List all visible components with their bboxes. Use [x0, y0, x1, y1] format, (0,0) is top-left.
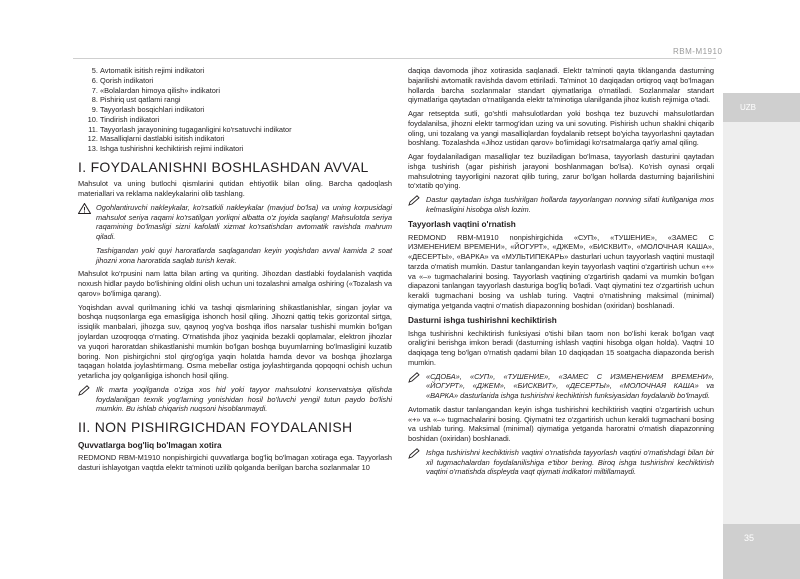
note-text: Tashigandan yoki quyi haroratlarda saqlagandan keyin yoqishdan avval kamida 2 soat jihozni xona haroratida saqlab turish kerak. [96, 245, 392, 265]
subheading-cooking-time: Tayyorlash vaqtini o'rnatish [408, 219, 516, 229]
note-text: «СДОБА», «СУП», «ТУШЕНИЕ», «ЗАМЕС С ИЗМЕНЕНИЕМ ВРЕМЕНИ», «ЙОГУРТ», «ДЖЕМ», «БИСКВИТ», «ДЕСЕРТЫ», «МОЛОЧНАЯ КАША» va «ВАРКА» dasturlarida ishga tushirishni kechiktirish funksiyasidan foydalanib bo'lmaydi. [426, 371, 714, 401]
list-item: 8. Pishiriq ust qatlami rangi [100, 95, 392, 105]
info-note [408, 448, 714, 477]
pencil-icon [78, 385, 91, 396]
pencil-icon [408, 195, 421, 206]
paragraph: Mahsulot va uning butlochi qismlarini qutidan ehtiyotlik bilan oling. Barcha qadoqlash materiallari va reklama nakleykalarini olib tashlang. [78, 179, 392, 199]
language-tab: UZB [723, 93, 800, 122]
pencil-icon [408, 372, 421, 383]
paragraph: REDMOND RBM-M1910 nonpishirgichida «СУП», «ТУШЕНИЕ», «ЗАМЕС С ИЗМЕНЕНИЕМ ВРЕМЕНИ», «ЙОГУРТ», «ДЖЕМ», «БИСКВИТ», «МОЛОЧНАЯ КАША», «ДЕСЕРТЫ», «ВАРКА» va «МУЛЬТИПЕКАРЬ» dasturlari uchun tayyorlash vaqtini mustaqil tarzda o'rnatish mumkin. Dastur tanlangandan keyin tayyorlash vaqtini o'zgartirish uchun «+» va «–» tugmachalarini bosing. Tayyorlash vaqtining o'zgartirish qadami va mumkin bo'lgan diapazoni tanlangan tayyorlash dasturiga bog'liq bo'ladi. Vaqt qiymatini tez o'zgartirish uchun kerakli tugmachani bosing va ushlab turing. Vaqtni o'rnatishning maksimal (minimal) qiymatiga yetganda vaqtni o'rnatish diapazonning boshidan (oxiridan) boshlanadi. [408, 232, 714, 310]
info-note [408, 372, 714, 401]
list-item: 10. Tindirish indikatori [100, 115, 392, 125]
info-note [408, 195, 714, 215]
list-item: 5. Avtomatik isitish rejimi indikatori [100, 66, 392, 76]
subheading-memory: Quvvatlarga bog'liq bo'lmagan xotira [78, 440, 222, 450]
section-heading-before-use: I. FOYDALANISHNI BOSHLASHDAN AVVAL [78, 158, 369, 175]
paragraph: daqiqa davomoda jihoz xotirasida saqlanadi. Elektr ta'minoti qayta tiklanganda dasturning bajarilishi avtomatik ravishda davom ettiriladi. Ta'minot 10 daqiqadan ortiqroq vaqt bo'lmagan hollarda barcha sozlanmalar standart qiymatlariga o'rnatiladi. Sozlanmalar standart qiymatlariga qaytadan o'rnatilganda elektr ta'minotiga ulanilganda jihoz kutish rejimiga o'tadi. [408, 66, 714, 105]
warning-icon [78, 203, 91, 214]
info-note [78, 385, 392, 414]
warning-note [78, 203, 392, 266]
list-item: 9. Tayyorlash bosqichlari indikatori [100, 105, 392, 115]
paragraph: REDMOND RBM-M1910 nonpishirgichi quvvatlarga bog'liq bo'lmagan xotiraga ega. Tayyorlash dasturi ishlayotgan vaqtda elektr ta'minoti uzilib qolganda berilgan barcha sozlanmalar 10 [78, 453, 392, 473]
note-text: Ilk marta yoqilganda o'ziga xos hid yoki tayyor mahsulotni konservatsiya qilishda foydalanilgan texnik yog'larning yonishidan hosil bo'luvchi yengil tutun paydo bo'lishi mumkin. Bu ishlab chiqarish nuqsoni hisoblanmaydi. [96, 384, 392, 414]
left-column [78, 66, 392, 477]
indicator-list [78, 66, 392, 154]
paragraph: Yoqishdan avval qurilmaning ichki va tashqi qismlarining shikastlanishlar, singan joylar va boshqa nuqsonlarga ega emasligiga ishonch hosil qiling. Jihozni qattiq tekis gorizontal sirtga, issiqlik manbalari, jihozga suv, qaynoq yog'va boshqa iflos narsalar tushishi mumkin bo'lgan joylardan uzoqroqqa o'rnating. O'rnatishda jihoz yaqinida bezakli qoplamalar, elektron jihozlar va yuqori haroratdan shikastlanishi mumkin bo'lgan boshqa buyumlarning bo'lmasligini kuzatib boring. Non pishirgichni stol qirg'og'iga yaqin holatda hamda devor va boshqa jihozlarga taqagan holatda joylashtirmang. Osma mebellar ostiga joylashtirganda qopqoqni ochish uchun yetarlicha joy qolganligiga ishonch hosil qiling. [78, 302, 392, 381]
side-bar [723, 122, 800, 524]
model-number: RBM-M1910 [673, 47, 723, 56]
page-number: 35 [723, 524, 800, 579]
note-text: Dastur qaytadan ishga tushirilgan hollarda tayyorlangan nonning sifati kutilganiga mos kelmasligini hisobga olish lozim. [426, 195, 714, 214]
pencil-icon [408, 448, 421, 459]
paragraph: Ishga tushirishni kechiktirish funksiyasi o'tishi bilan taom non bo'lishi kerak bo'lgan vaqt oralig'ini berishga imkon beradi (dasturning ishlash vaqtini hisobga olgan holda). Vaqtni 10 daqiqaga teng bo'lgan o'rnatish qadami bilan 10 daqiqadan 15 soatgacha diapazonda berish mumkin. [408, 328, 714, 367]
note-text: Ishga tushirishni kechiktirish vaqtini o'rnatishda tayyorlash vaqtini o'rnatishdagi bilan bir xil tugmachalardan foydalanilishiga e'tibor bering. Biroq ishga tushirishni kechiktirish vaqtini o'rnatishda displeyda vaqt qiymati indikatori miltillamaydi. [426, 447, 714, 477]
right-column [408, 66, 714, 481]
section-heading-usage: II. NON PISHIRGICHDAN FOYDALANISH [78, 419, 353, 436]
note-text: Ogohlantiruvchi nakleykalar, ko'rsatkili nakleykalar (mavjud bo'lsa) va uning korpusidagi mahsulot seriya raqami ko'rsatilgan yorliqni albatta o'z joyida saqlang! Mahsulotda seriya raqamining bo'lmasligi sizni kafolatli xizmat ko'rsatishdan avtomatik ravishda mahrum qiladi. [96, 202, 392, 242]
paragraph: Agar foydalaniladigan masalliqlar tez buziladigan bo'lmasa, tayyorlash dasturini qaytadan ishga tushirish (agar pishirish jarayoni boshlanmagan bo'lsa). Ko'rish oynasi orqali mahsulotning tayyorligini nazorat qilib turing, zarur bo'lgan hollarda dasturning bajarilishini to'xtatib qo'ying. [408, 152, 714, 191]
list-item: 13. Ishga tushirishni kechiktirish rejimi indikatori [100, 144, 392, 154]
list-item: 12. Masalliqlarni dastlabki isitish indikatori [100, 134, 392, 144]
paragraph: Mahsulot ko'rpusini nam latta bilan arting va quriting. Jihozdan dastlabki foydalanish vaqtida noxush hidlar paydo bo'lishining oldini olish uchun uni tozalashni amalga oshiring («Tozalash va qarov» bo'limiga qarang). [78, 269, 392, 298]
subheading-delayed-start: Dasturni ishga tushirishni kechiktirish [408, 315, 557, 325]
list-item: 11. Tayyorlash jarayonining tugaganligini ko'rsatuvchi indikator [100, 125, 392, 135]
paragraph: Agar retseptda sutli, go'shtli mahsulotlardan yoki boshqa tez buzuvchi mahsulotlardan foydalanilsa, jihozni elektr tarmog'idan uzing va uni sovuting. Pishirish uchun shaklni chiqarib oling, uni tozalang va yangi masalliqlardan foydalanib retsept bo'yicha tayyorlashni qaytadan boshlang. Tozalashda «Jihoz ustidan qarov» bo'limidagi ko'rsatmalarga qat'iy amal qiling. [408, 109, 714, 148]
list-item: 6. Qorish indikatori [100, 76, 392, 86]
header-rule [73, 58, 716, 59]
paragraph: Avtomatik dastur tanlangandan keyin ishga tushirishni kechiktirish vaqtini o'zgartirish uchun «+» va «–» tugmachalarini bosing. Qiymatni tez o'zgartirish uchun kerakli tugmachani bosing va ushlab turing. Maksimal (minimal) qiymatiga yetganda haroratni o'rnatish diapazonning boshidan (oxiridan) boshlanadi. [408, 404, 714, 444]
list-item: 7. «Bolalardan himoya qilish» indikatori [100, 86, 392, 96]
